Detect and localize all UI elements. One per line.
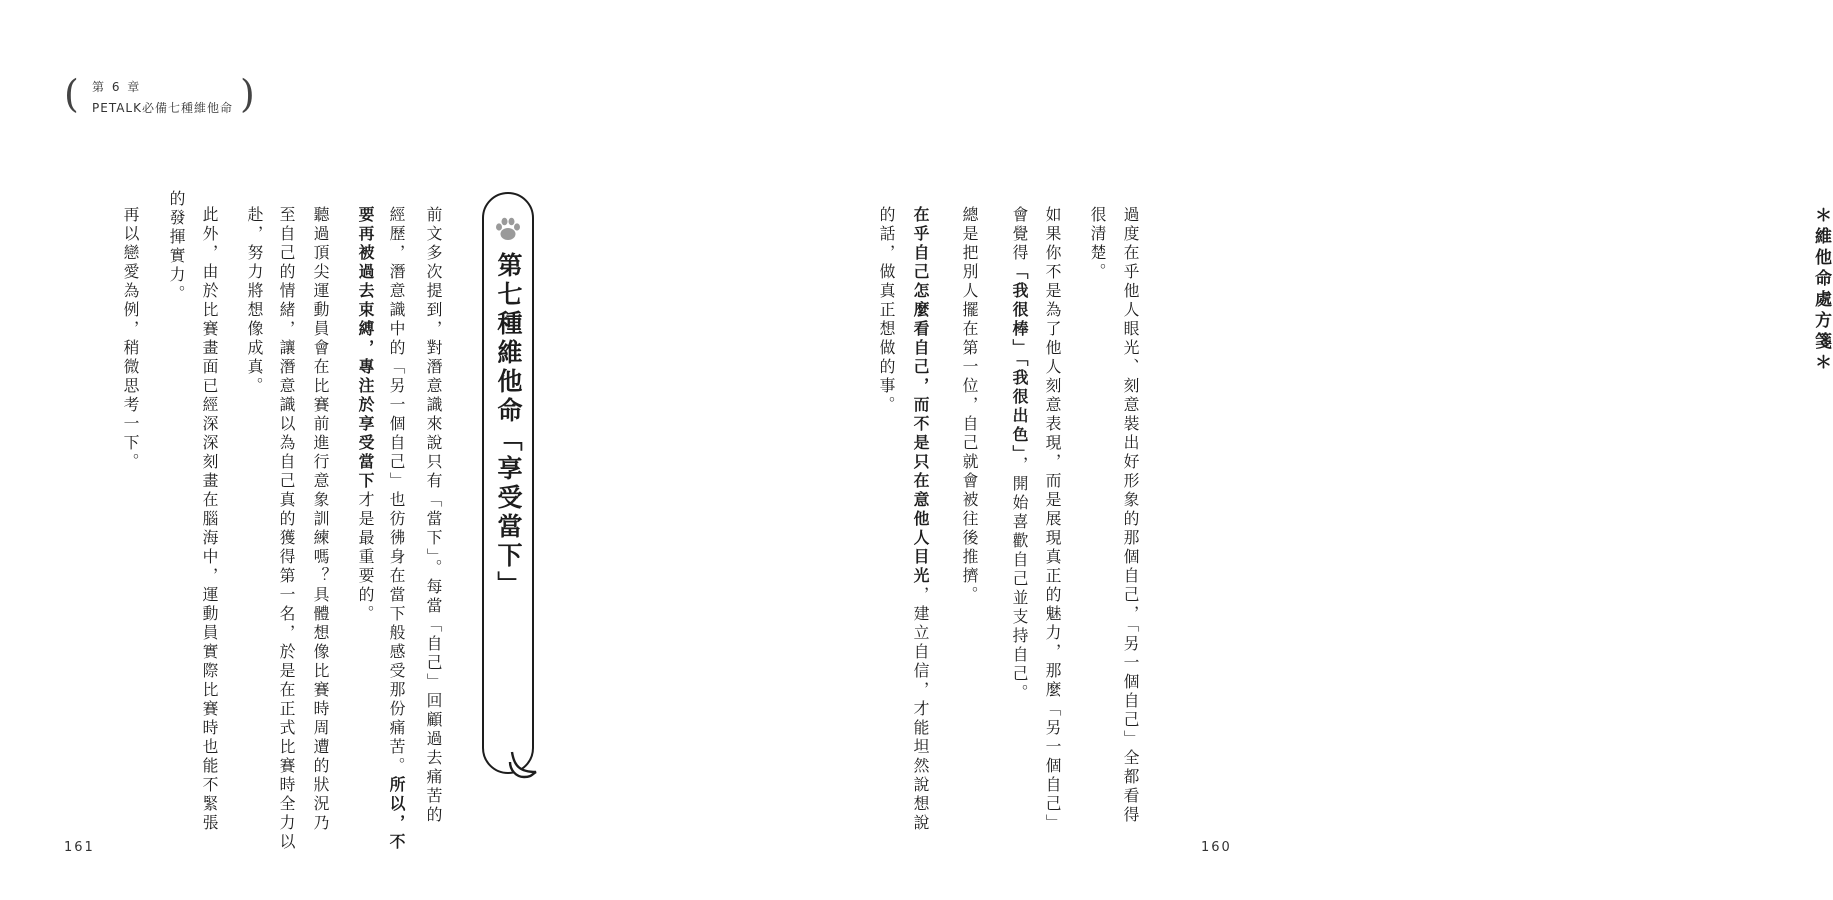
text-column bbox=[1040, 206, 1064, 833]
emphasis-text: 在乎自己怎麼看自己，而不是只在意他人目光 bbox=[911, 206, 930, 586]
prescription-heading: ＊維他命處方箋＊ bbox=[1811, 206, 1831, 374]
emphasis-text: 所以，不 bbox=[387, 776, 406, 852]
text-column bbox=[164, 190, 188, 304]
body-text: 的發揮實力。 bbox=[167, 190, 186, 304]
body-text: 前文多次提到，對潛意識來說只有「當下」。每當「自己」回顧過去痛苦的 bbox=[424, 206, 443, 826]
text-column bbox=[353, 206, 377, 624]
body-text: 經歷，潛意識中的「另一個自己」也彷彿身在當下般感受那份痛苦。 bbox=[387, 206, 406, 776]
emphasis-text: 「我很棒」「我很出色」 bbox=[1010, 263, 1029, 457]
speech-bubble-tail-icon bbox=[510, 752, 540, 778]
section-heading: 第七種維他命「享受當下」 bbox=[494, 252, 523, 600]
body-text: 會覺得 bbox=[1010, 206, 1029, 263]
body-text: 此外，由於比賽畫面已經深深刻畫在腦海中，運動員實際比賽時也能不緊張 bbox=[200, 206, 219, 833]
body-text: ，開始喜歡自己並支持自己。 bbox=[1010, 456, 1029, 704]
body-text: 的話，做真正想做的事。 bbox=[877, 206, 896, 415]
right-page bbox=[643, 0, 1831, 900]
text-column bbox=[908, 206, 932, 833]
body-text: 如果你不是為了他人刻意表現，而是展現真正的魅力，那麼「另一個自己」 bbox=[1043, 206, 1062, 833]
text-column bbox=[274, 206, 298, 852]
body-text: ，建立自信，才能坦然說想說 bbox=[911, 586, 930, 833]
text-column bbox=[1085, 206, 1109, 282]
body-text: 很清楚。 bbox=[1088, 206, 1107, 282]
body-text: 過度在乎他人眼光、刻意裝出好形象的那個自己，「另一個自己」全都看得 bbox=[1121, 206, 1140, 826]
body-text: 才是最重要的。 bbox=[356, 491, 375, 624]
left-page bbox=[0, 0, 643, 900]
body-text: 至自己的情緒，讓潛意識以為自己真的獲得第一名，於是在正式比賽時全力以 bbox=[277, 206, 296, 852]
body-text: 總是把別人擺在第一位，自己就會被往後推擠。 bbox=[960, 206, 979, 605]
body-text: 赴，努力將想像成真。 bbox=[245, 206, 264, 396]
chapter-number: 第 6 章 bbox=[92, 80, 142, 94]
text-column bbox=[384, 206, 408, 852]
text-column bbox=[1007, 206, 1031, 703]
emphasis-text: 要再被過去束縛，專注於享受當下 bbox=[356, 206, 375, 491]
text-column bbox=[957, 206, 981, 605]
chapter-title: PETALK必備七種維他命 bbox=[92, 101, 233, 115]
right-parenthesis: ) bbox=[240, 72, 255, 116]
text-column bbox=[197, 206, 221, 833]
running-head bbox=[64, 74, 264, 118]
text-column bbox=[242, 206, 266, 396]
paw-icon bbox=[494, 216, 522, 242]
text-column bbox=[874, 206, 898, 415]
page-number-left: 161 bbox=[64, 840, 95, 855]
body-text: 聽過頂尖運動員會在比賽前進行意象訓練嗎？具體想像比賽時周遭的狀況乃 bbox=[311, 206, 330, 833]
body-text: 再以戀愛為例，稍微思考一下。 bbox=[121, 206, 140, 472]
text-column bbox=[421, 206, 445, 825]
text-column bbox=[118, 206, 142, 472]
page-number-right: 160 bbox=[1201, 840, 1232, 855]
left-parenthesis: ( bbox=[64, 72, 79, 116]
text-column bbox=[308, 206, 332, 833]
text-column bbox=[1118, 206, 1142, 825]
